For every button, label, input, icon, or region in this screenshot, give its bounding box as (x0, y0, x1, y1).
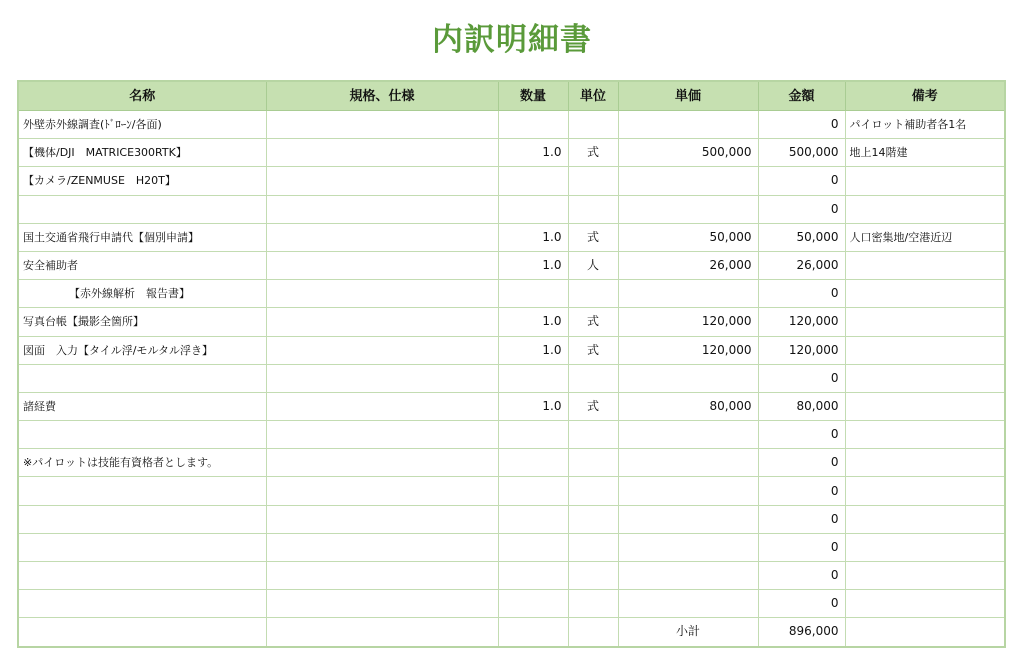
table-body (18, 111, 1005, 647)
cell-unit: 式 (568, 223, 618, 251)
header-spec: 規格、仕様 (266, 81, 498, 111)
cell-name (18, 618, 266, 647)
cell-price: 120,000 (618, 308, 758, 336)
cell-name (18, 590, 266, 618)
cell-name (18, 505, 266, 533)
cell-name: 写真台帳【撮影全箇所】 (18, 308, 266, 336)
cell-spec (266, 392, 498, 420)
cell-note (845, 533, 1005, 561)
cell-qty: 1.0 (498, 139, 568, 167)
cell-name (18, 364, 266, 392)
cell-qty (498, 364, 568, 392)
cell-spec (266, 421, 498, 449)
cell-price (618, 421, 758, 449)
table-row (18, 280, 1005, 308)
cell-name (18, 562, 266, 590)
cell-price (618, 167, 758, 195)
cell-amount: 0 (758, 280, 845, 308)
cell-name: 国土交通省飛行申請代【個別申請】 (18, 223, 266, 251)
cell-spec (266, 477, 498, 505)
cell-spec (266, 308, 498, 336)
cell-unit (568, 167, 618, 195)
cell-spec (266, 590, 498, 618)
cell-name (18, 533, 266, 561)
table-row (18, 533, 1005, 561)
cell-amount: 120,000 (758, 308, 845, 336)
cell-note: パイロット補助者各1名 (845, 111, 1005, 139)
cell-amount: 0 (758, 167, 845, 195)
cell-unit (568, 280, 618, 308)
cell-price: 26,000 (618, 251, 758, 279)
cell-spec (266, 280, 498, 308)
cell-note (845, 477, 1005, 505)
header-price: 単価 (618, 81, 758, 111)
cell-price (618, 280, 758, 308)
subtotal-amount: 896,000 (758, 618, 845, 647)
cell-spec (266, 195, 498, 223)
table-row (18, 421, 1005, 449)
cell-amount: 80,000 (758, 392, 845, 420)
cell-unit (568, 505, 618, 533)
document-title: 内訳明細書 (432, 22, 592, 58)
cell-unit (568, 364, 618, 392)
cell-qty (498, 562, 568, 590)
cell-note (845, 195, 1005, 223)
cell-qty: 1.0 (498, 308, 568, 336)
cell-note (845, 167, 1005, 195)
header-row (18, 81, 1005, 111)
cell-amount: 0 (758, 477, 845, 505)
cell-qty (498, 533, 568, 561)
cell-unit (568, 477, 618, 505)
cell-spec (266, 251, 498, 279)
cell-unit (568, 195, 618, 223)
cell-note (845, 251, 1005, 279)
cell-price (618, 505, 758, 533)
cell-qty: 1.0 (498, 336, 568, 364)
breakdown-table (17, 80, 1006, 648)
cell-name: ※パイロットは技能有資格者とします。 (18, 449, 266, 477)
cell-unit: 式 (568, 308, 618, 336)
cell-spec (266, 533, 498, 561)
cell-qty (498, 421, 568, 449)
cell-name: 諸経費 (18, 392, 266, 420)
cell-amount: 50,000 (758, 223, 845, 251)
subtotal-row (18, 618, 1005, 647)
cell-name: 【カメラ/ZENMUSE H20T】 (18, 167, 266, 195)
cell-spec (266, 111, 498, 139)
cell-unit (568, 590, 618, 618)
cell-amount: 0 (758, 364, 845, 392)
cell-note (845, 562, 1005, 590)
cell-name: 安全補助者 (18, 251, 266, 279)
header-amount: 金額 (758, 81, 845, 111)
cell-unit (568, 618, 618, 647)
cell-amount: 0 (758, 111, 845, 139)
cell-price (618, 195, 758, 223)
cell-note (845, 308, 1005, 336)
cell-name: 図面 入力【タイル浮/モルタル浮き】 (18, 336, 266, 364)
cell-amount: 0 (758, 195, 845, 223)
cell-amount: 120,000 (758, 336, 845, 364)
cell-name (18, 477, 266, 505)
cell-qty (498, 167, 568, 195)
cell-unit: 式 (568, 392, 618, 420)
cell-qty (498, 280, 568, 308)
table-row (18, 590, 1005, 618)
cell-price: 120,000 (618, 336, 758, 364)
cell-unit: 人 (568, 251, 618, 279)
cell-amount: 0 (758, 505, 845, 533)
cell-spec (266, 449, 498, 477)
table-row (18, 167, 1005, 195)
cell-amount: 0 (758, 562, 845, 590)
table-row (18, 308, 1005, 336)
header-note: 備考 (845, 81, 1005, 111)
cell-note (845, 449, 1005, 477)
cell-amount: 0 (758, 449, 845, 477)
cell-price (618, 590, 758, 618)
table-row (18, 223, 1005, 251)
cell-spec (266, 618, 498, 647)
cell-amount: 0 (758, 421, 845, 449)
cell-unit: 式 (568, 336, 618, 364)
cell-price: 80,000 (618, 392, 758, 420)
header-qty: 数量 (498, 81, 568, 111)
cell-unit (568, 533, 618, 561)
cell-name: 【機体/DJI MATRICE300RTK】 (18, 139, 266, 167)
table-row (18, 392, 1005, 420)
cell-note (845, 505, 1005, 533)
cell-unit (568, 449, 618, 477)
cell-unit (568, 562, 618, 590)
cell-qty: 1.0 (498, 223, 568, 251)
cell-price: 500,000 (618, 139, 758, 167)
cell-name (18, 421, 266, 449)
cell-price (618, 477, 758, 505)
cell-spec (266, 364, 498, 392)
cell-note (845, 364, 1005, 392)
cell-price (618, 111, 758, 139)
cell-amount: 26,000 (758, 251, 845, 279)
cell-price (618, 364, 758, 392)
cell-name (18, 195, 266, 223)
cell-spec (266, 505, 498, 533)
cell-unit (568, 421, 618, 449)
cell-qty (498, 449, 568, 477)
header-unit: 単位 (568, 81, 618, 111)
cell-price: 50,000 (618, 223, 758, 251)
cell-note (845, 336, 1005, 364)
cell-unit (568, 111, 618, 139)
cell-qty: 1.0 (498, 251, 568, 279)
cell-note (845, 421, 1005, 449)
cell-spec (266, 562, 498, 590)
cell-note (845, 618, 1005, 647)
cell-qty (498, 618, 568, 647)
cell-qty (498, 477, 568, 505)
cell-spec (266, 223, 498, 251)
table-row (18, 251, 1005, 279)
header-name: 名称 (18, 81, 266, 111)
breakdown-table-container (17, 80, 1004, 648)
cell-price (618, 449, 758, 477)
cell-note: 人口密集地/空港近辺 (845, 223, 1005, 251)
cell-name: 外壁赤外線調査(ﾄﾞﾛｰﾝ/各面) (18, 111, 266, 139)
table-row (18, 111, 1005, 139)
cell-spec (266, 167, 498, 195)
cell-note (845, 392, 1005, 420)
cell-amount: 500,000 (758, 139, 845, 167)
table-row (18, 139, 1005, 167)
table-row (18, 364, 1005, 392)
cell-qty (498, 111, 568, 139)
cell-amount: 0 (758, 533, 845, 561)
table-row (18, 336, 1005, 364)
cell-qty: 1.0 (498, 392, 568, 420)
table-row (18, 505, 1005, 533)
cell-qty (498, 195, 568, 223)
cell-spec (266, 139, 498, 167)
cell-price (618, 562, 758, 590)
cell-spec (266, 336, 498, 364)
cell-qty (498, 505, 568, 533)
cell-note (845, 280, 1005, 308)
cell-name: 【赤外線解析 報告書】 (18, 280, 266, 308)
cell-qty (498, 590, 568, 618)
table-row (18, 195, 1005, 223)
cell-note: 地上14階建 (845, 139, 1005, 167)
cell-note (845, 590, 1005, 618)
cell-unit: 式 (568, 139, 618, 167)
table-row (18, 449, 1005, 477)
table-row (18, 477, 1005, 505)
subtotal-label: 小計 (618, 618, 758, 647)
cell-amount: 0 (758, 590, 845, 618)
cell-price (618, 533, 758, 561)
table-row (18, 562, 1005, 590)
